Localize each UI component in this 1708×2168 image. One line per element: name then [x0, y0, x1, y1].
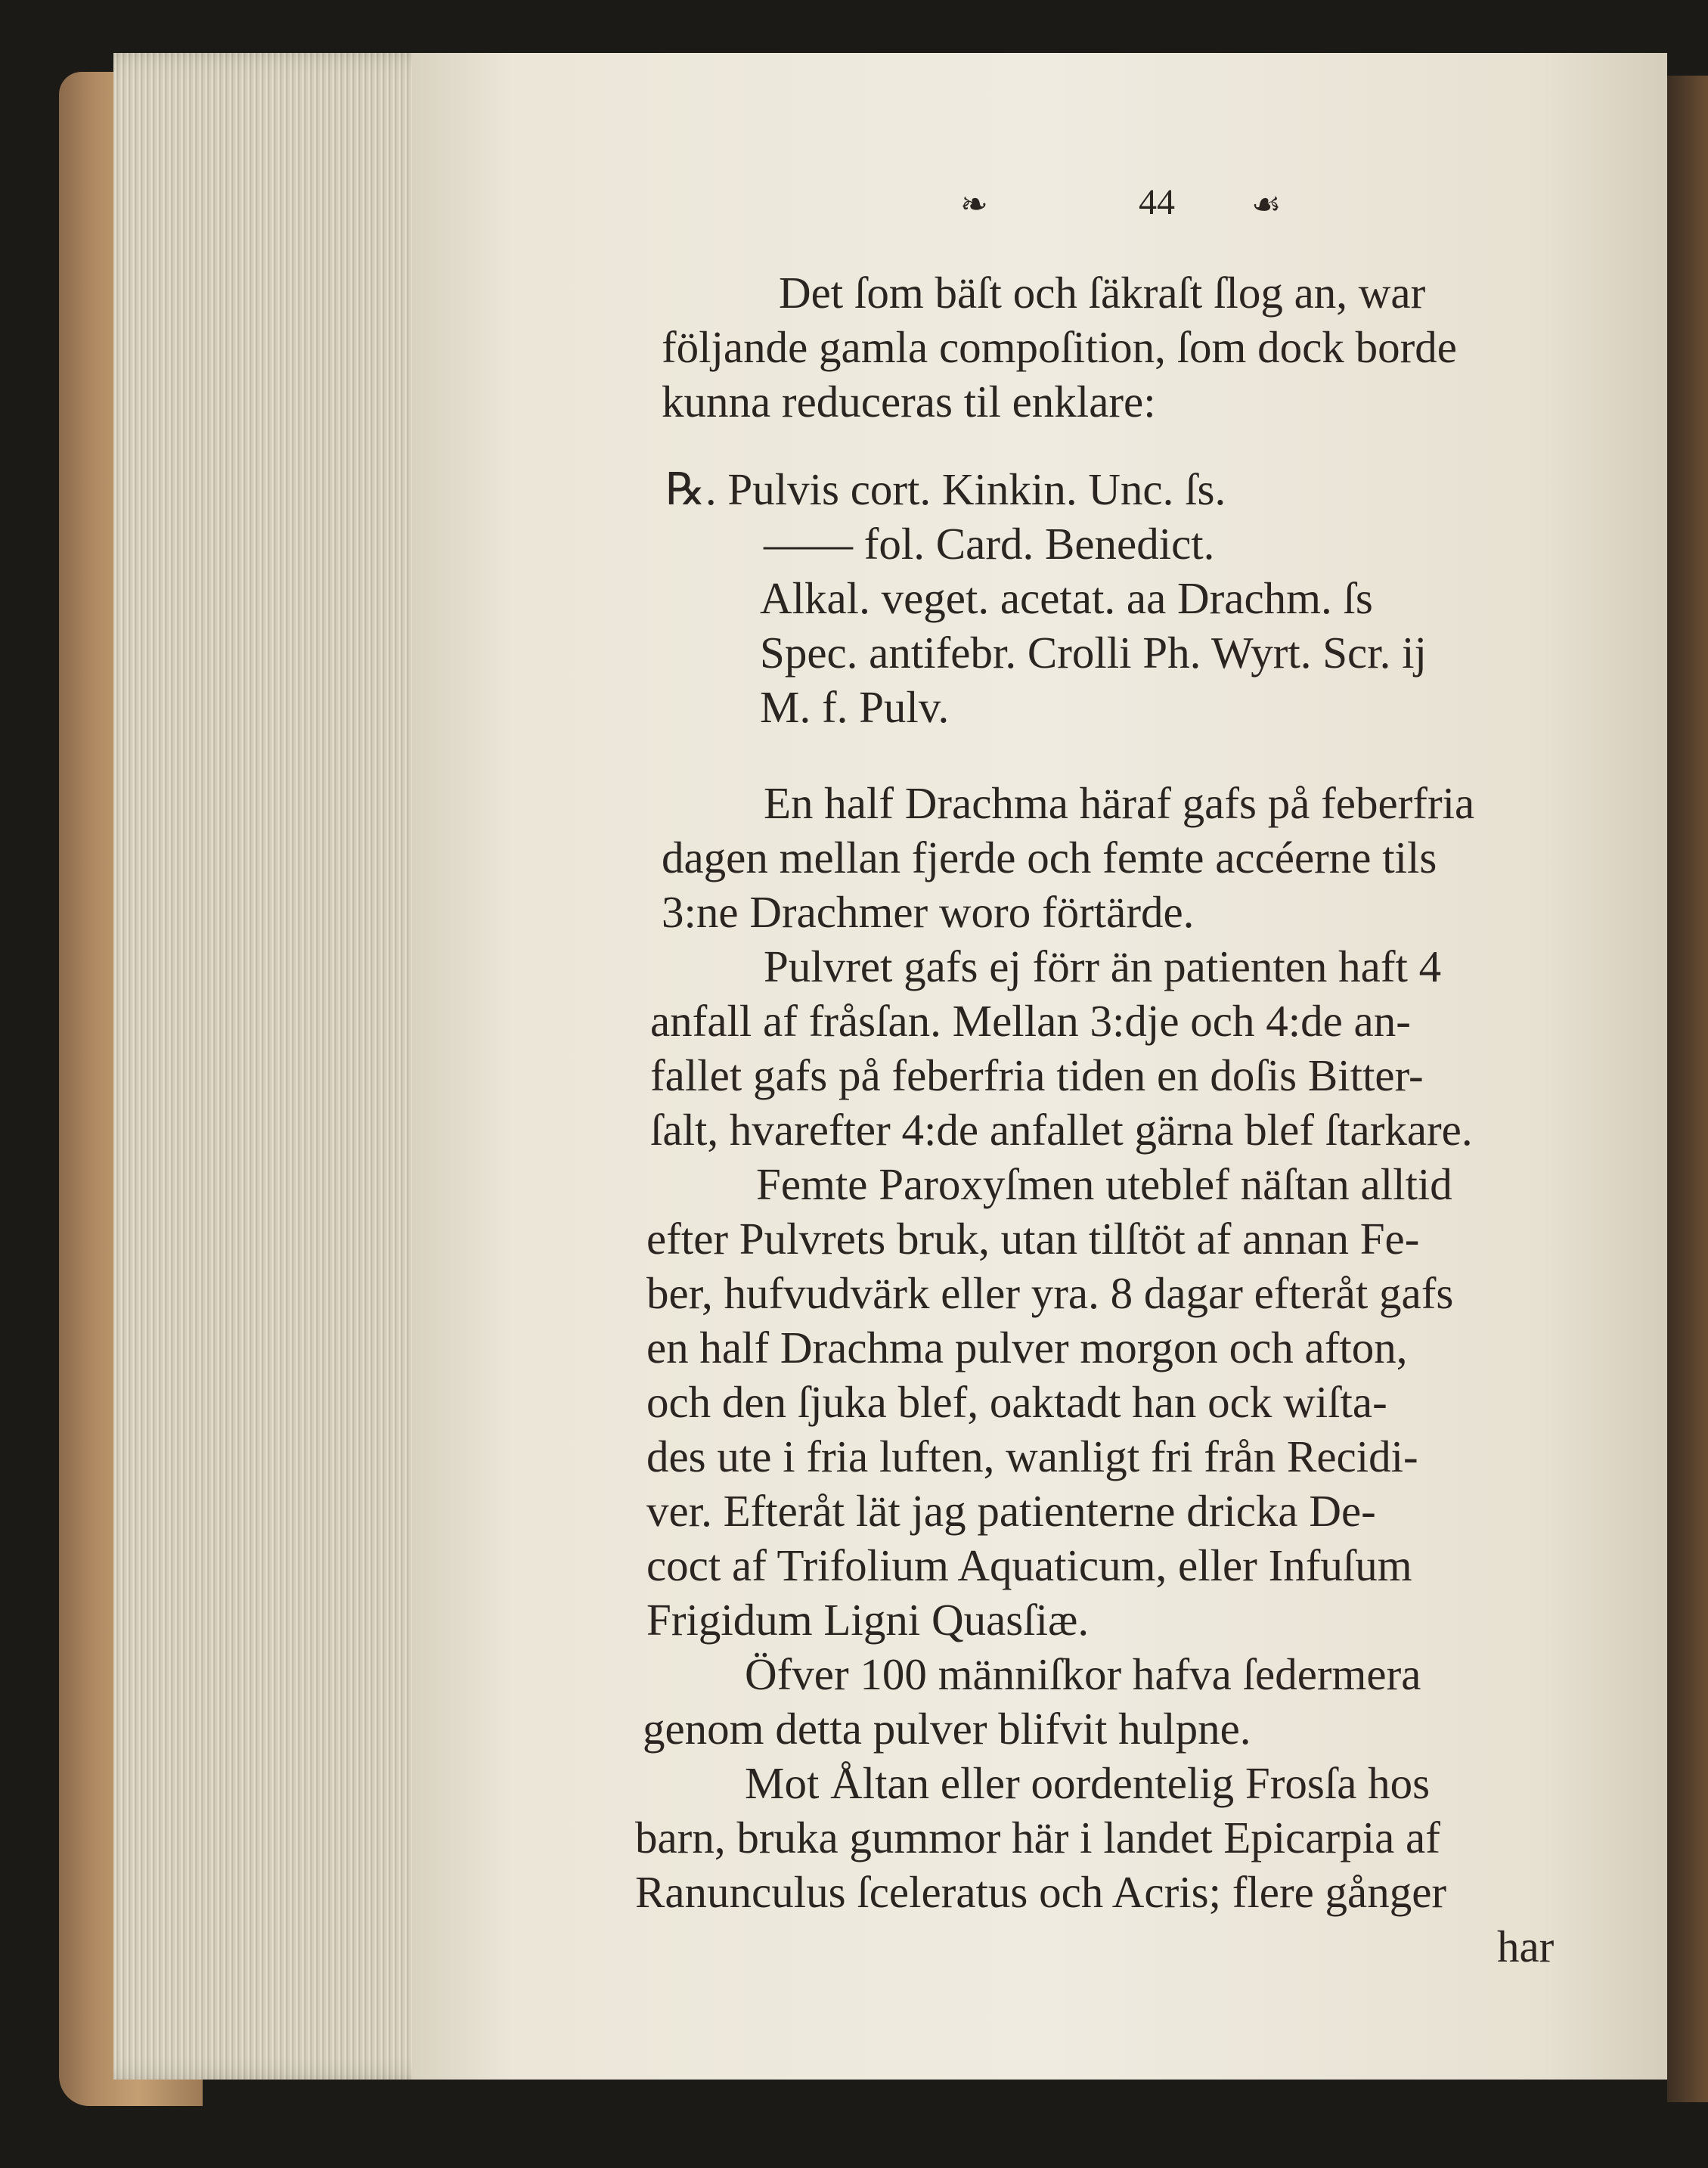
- text-line: en half Drachma pulver morgon och afton,: [646, 1323, 1408, 1372]
- text-line: Det ſom bäſt och ſäkraſt ſlog an, war: [779, 268, 1426, 318]
- ornament-left-icon: ❧: [960, 185, 988, 224]
- catchword: har: [1497, 1921, 1555, 1971]
- text-line: Ranunculus ſceleratus och Acris; flere gånger: [635, 1867, 1447, 1917]
- recipe-line: Alkal. veget. acetat. aa Drachm. ſs: [760, 573, 1373, 623]
- text-line: följande gamla compoſition, ſom dock borde: [662, 322, 1457, 372]
- page-stack: [113, 53, 461, 2080]
- text-line: efter Pulvrets bruk, utan tilſtöt af annan Fe-: [646, 1214, 1420, 1264]
- text-line: Frigidum Ligni Quasſiæ.: [646, 1595, 1090, 1645]
- text-line: ber, hufvudvärk eller yra. 8 dagar efteråt gafs: [646, 1268, 1454, 1318]
- text-line: fallet gafs på feberfria tiden en doſis Bitter-: [650, 1050, 1424, 1100]
- text-line: genom detta pulver blifvit hulpne.: [643, 1704, 1251, 1754]
- recipe-line: M. f. Pulv.: [760, 682, 950, 732]
- text-line: Mot Åltan eller oordentelig Frosſa hos: [745, 1758, 1431, 1808]
- ornament-right-icon: ☙: [1251, 185, 1282, 224]
- text-line: barn, bruka gummor här i landet Epicarpia af: [635, 1813, 1440, 1862]
- text-line: des ute i fria luften, wanligt fri från Recidi-: [646, 1431, 1418, 1481]
- text-line: och den ſjuka blef, oaktadt han ock wiſta-: [646, 1377, 1387, 1427]
- text-line: 3:ne Drachmer woro förtärde.: [662, 887, 1195, 937]
- page-number: 44: [1139, 182, 1175, 222]
- text-line: ſalt, hvarefter 4:de anfallet gärna blef ſtarkare.: [650, 1105, 1473, 1155]
- text-line: coct af Trifolium Aquaticum, eller Infuſum: [646, 1540, 1412, 1590]
- text-line: ver. Efteråt lät jag patienterne dricka De-: [646, 1486, 1376, 1536]
- text-line: kunna reduceras til enklare:: [662, 377, 1156, 426]
- recipe-line: Spec. antifebr. Crolli Ph. Wyrt. Scr. ij: [760, 628, 1427, 678]
- recipe-line: —— fol. Card. Benedict.: [764, 519, 1215, 569]
- recipe-line: ℞. Pulvis cort. Kinkin. Unc. ſs.: [665, 464, 1226, 514]
- text-line: En half Drachma häraf gafs på feberfria: [764, 778, 1475, 828]
- text-line: Femte Paroxyſmen uteblef näſtan alltid: [756, 1159, 1452, 1209]
- text-line: Pulvret gafs ej förr än patienten haft 4: [764, 941, 1442, 991]
- text-line: dagen mellan fjerde och femte accéerne tils: [662, 833, 1437, 882]
- book-spine-edge: [1667, 76, 1708, 2102]
- text-line: anfall af fråsſan. Mellan 3:dje och 4:de an-: [650, 996, 1411, 1046]
- text-line: Öfver 100 männiſkor hafva ſedermera: [745, 1649, 1421, 1699]
